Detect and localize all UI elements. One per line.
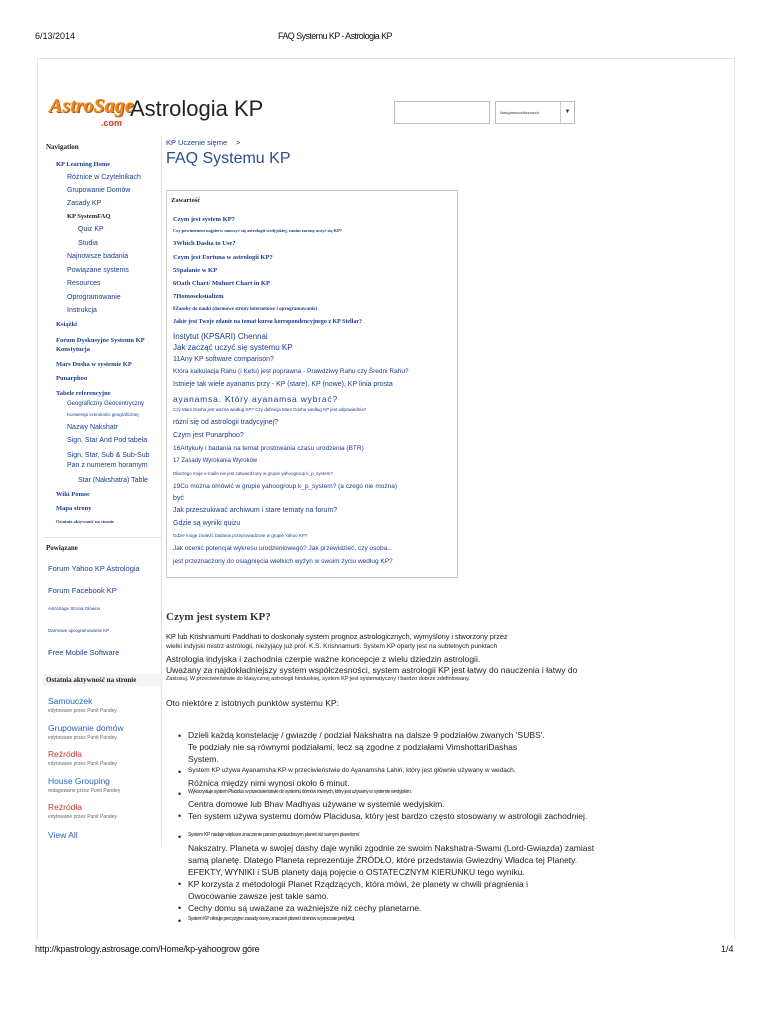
intro-text: KP lub Krishnamurti Paddhati to doskonały system prognoz astrologicznych, wymyślony i stworzony przez [166, 632, 508, 641]
nav-item[interactable]: Zasady KP [67, 200, 102, 207]
intro-text: Uważany za najdokładniejszy system współczesności, system astrologii KP jest łatwy do nauczenia i łatwy do [166, 665, 578, 675]
related-link[interactable]: Free Mobile Software [48, 648, 120, 657]
bullet-text: Różnica między nimi wynosi około 6 minut. [188, 778, 350, 788]
view-all-link[interactable]: View All [48, 830, 78, 840]
bullet-text: System KP używa Ayanamsha KP w przeciwieństwie do Ayanamsha Lahiri, który jest głównie używany w wedach. [188, 767, 516, 774]
bullet-text: System. [188, 754, 219, 764]
related-link[interactable]: Darmowe oprogramowanie KP [48, 628, 110, 633]
toc-link[interactable]: Która kalkulacja Rahu (i Ketu) jest poprawna - Prawdziwy Rahu czy Średni Rahu? [173, 368, 409, 375]
toc-link[interactable]: być [173, 495, 184, 502]
nav-item[interactable]: Tabele referencyjne [56, 390, 111, 397]
nav-item[interactable]: Nazwy Nakshatr [67, 424, 118, 431]
divider [43, 537, 161, 538]
nav-item[interactable]: Najnowsze badania [67, 253, 129, 260]
language-select-value: Nadgarwoczdieirowch [500, 110, 540, 115]
nav-item[interactable]: Punarphoo [56, 375, 88, 382]
intro-text: Astrologia indyjska i zachodnia czerpie ważne koncepcje z wielu dziedzin astrologii. [166, 654, 481, 664]
page-number: 1/4 [721, 944, 734, 954]
toc-link[interactable]: 7Homoseksualizm [173, 293, 224, 300]
activity-meta: edytowane przez Punit Pandey [48, 735, 117, 741]
language-select[interactable] [495, 101, 575, 124]
bullet-text: Centra domowe lub Bhav Madhyas używane w systemie wedyjskim. [188, 799, 445, 809]
astrosage-logo[interactable]: AstroSage [49, 95, 134, 117]
activity-link[interactable]: Samouczek [48, 696, 93, 706]
nav-item[interactable]: Studia [78, 240, 98, 247]
toc-link[interactable]: Czy powinienem najpierw nauczyć się astrologii wedyjskiej, zanim zacznę uczyć się KP? [173, 228, 343, 233]
nav-item[interactable]: Oprogramowanie [67, 294, 121, 301]
activity-meta: edytowane przez Punit Pandey [48, 814, 117, 820]
bullet-text: System KP oferuje precyzyjne zasady oceny znaczeń planet i domów w procesie predykcji. [188, 916, 355, 922]
nav-item[interactable]: Różnice w Czytelnikach [67, 174, 141, 181]
nav-item[interactable]: Książki [56, 321, 77, 328]
activity-link[interactable]: Reźródła [48, 802, 83, 812]
bullet-text: Te podziały nie są równymi podziałami, lecz są zgodne z podziałami VimshottariDashas [188, 742, 518, 752]
bullet-icon: • [178, 731, 182, 741]
activity-link[interactable]: Grupowanie domów [48, 723, 124, 733]
bullet-icon: • [178, 916, 182, 926]
bullet-text: KP korzysta z metodologii Planet Rządzących, która mówi, że planety w chwili pragnienia i [188, 879, 528, 889]
nav-item[interactable]: Mapa strony [56, 505, 92, 512]
toc-link[interactable]: 6Oath Chart/ Muhurt Chart in KP [173, 280, 270, 287]
nav-item[interactable]: Grupowanie Domów [67, 187, 131, 194]
toc-heading: Zawartość [171, 197, 201, 204]
nav-item[interactable]: Geograficzny Geocentryczny [67, 401, 145, 407]
toc-link[interactable]: Dlaczego moje e-maile nie jest zatwierdzony w grupie yahoogroup k_p_system? [173, 471, 333, 476]
toc-link[interactable]: 5Spalanie w KP [173, 267, 218, 274]
nav-item[interactable]: Instrukcja [67, 307, 97, 314]
toc-link[interactable]: Jak ocenić potencjał wykresu urodzeniowego? Jak przewidzieć, czy osoba... [173, 545, 393, 552]
nav-item[interactable]: Powiązane systems [67, 267, 129, 274]
activity-meta: redagowane przez Punit Pandey [48, 788, 121, 794]
bullet-text: EFEKTY, WYNIKI i SUB planety dają pojęcie o OSTATECZNYM KIERUNKU tego wyniku. [188, 867, 525, 877]
toc-link[interactable]: Gdzie są wyniki quizu [173, 520, 241, 527]
related-link[interactable]: Forum Yahoo KP Astrologia [48, 564, 140, 573]
activity-meta: edytowane przez Punit Pandey [48, 708, 117, 714]
nav-item[interactable]: Mars Dosha w systemie KP [56, 361, 132, 368]
bullet-icon: • [178, 789, 182, 799]
activity-heading: Ostatnia aktywność na stronie [43, 674, 163, 686]
nav-item[interactable]: Resources [67, 280, 101, 287]
related-link[interactable]: AstroSage Strona Główna [48, 606, 101, 611]
related-link[interactable]: Forum Facebook KP [48, 586, 117, 595]
nav-item[interactable]: KP Learning Home [56, 161, 111, 168]
bullet-text: Owocowanie zawsze jest takie samo. [188, 891, 329, 901]
toc-link[interactable]: Czym jest system KP? [173, 216, 235, 223]
activity-link[interactable]: Reźródła [48, 749, 83, 759]
nav-item-current[interactable]: KP SystemFAQ [67, 213, 111, 220]
section-heading: Czym jest system KP? [166, 611, 271, 623]
toc-link[interactable]: 3Which Dasha to Use? [173, 240, 236, 247]
bullet-icon: • [178, 879, 182, 889]
toc-link[interactable]: 8Zasoby do nauki (darmowe strony internetowe i oprogramowanie) [173, 307, 318, 312]
toc-link[interactable]: jest przeznaczony do osiągnięcia wielkich wyżyn w swoim życiu według KP? [173, 558, 393, 565]
toc-link[interactable]: 19Co można omówić w grupie yahoogroup k_p_system? (a czego nie można) [173, 483, 398, 490]
bullet-text: Nakszatry. Planeta w swojej dashy daje wyniki zgodnie ze swoim Nakshatra-Swami (Lord-Gwiazda) zamiast [188, 843, 595, 853]
site-title[interactable]: Astrologia KP [130, 96, 264, 121]
nav-item[interactable]: Star (Nakshatra) Table [78, 477, 148, 484]
bullet-icon: • [178, 767, 182, 777]
astrosage-logo-suffix: .com [101, 118, 123, 128]
intro-text: Zastosuj. W przeciwieństwie do klasycznej astrologii hinduskiej, system KP jest systematyczny i bardzo dobrze zdefiniowany. [166, 676, 470, 682]
bullet-icon: • [178, 811, 182, 821]
nav-item[interactable]: Konwersja szerokości geograficznej [67, 412, 139, 417]
breadcrumb-link[interactable]: KP Uczenie sięme [166, 138, 228, 147]
page-title: FAQ Systemu KP [166, 150, 291, 167]
nav-heading: Navigation [46, 143, 79, 151]
nav-item[interactable]: Sign, Star And Pod tabela [67, 437, 148, 444]
toc-link[interactable]: 16Artykuły i badania na temat prostowania czasu urodzenia (BTR) [173, 445, 364, 452]
bullet-text: Cechy domu są uważane za ważniejsze niż cechy planetarne. [188, 903, 422, 913]
toc-link[interactable]: różni się od astrologii tradycyjnej? [173, 419, 279, 426]
print-date: 6/13/2014 [35, 31, 76, 41]
bullet-text: System KP nadaje większe znaczenie panom gwiazdowym planet niż samym planetom/ [188, 832, 360, 838]
toc-link[interactable]: 17 Zasady Wyrokania Wyroków [173, 458, 258, 464]
nav-item[interactable]: Sign, Star, Sub & Sub-Sub Pan z numerem horamym [67, 452, 150, 469]
nav-item[interactable]: Wiki Pomoc [56, 491, 91, 498]
toc-link[interactable]: Instytut (KPSARI) Chennai [173, 332, 268, 341]
toc-link[interactable]: Jakie jest Twoje zdanie na temat kursu korespondencyjnego z KP Stellar? [173, 319, 362, 325]
bullet-icon: • [178, 903, 182, 913]
toc-link[interactable]: 11Any KP software comparison? [173, 356, 274, 363]
bullet-icon: • [178, 832, 182, 842]
footer-url: http://kpastrology.astrosage.com/Home/kp-yahoogrow góre [35, 944, 260, 954]
activity-link[interactable]: House Grouping [48, 776, 110, 786]
bullet-text: Wykorzystuje system Placidus w przeciwieństwie do systemu domów równych, który jest używany w systemie wedyjskim. [188, 789, 412, 795]
bullet-text: Ten system używa systemu domów Placidusa, który jest bardzo często stosowany w astrologii zachodniej. [188, 811, 588, 821]
search-input[interactable] [394, 101, 490, 124]
print-title: FAQ Systemu KP - Astrologia KP [278, 31, 392, 41]
toc-link[interactable]: Jak przeszukiwać archiwum i stare tematy na forum? [173, 507, 338, 514]
points-intro: Oto niektóre z istotnych punktów systemu KP: [166, 698, 339, 708]
breadcrumb-separator: > [236, 138, 241, 147]
toc-link[interactable]: Istnieje tak wiele ayanams przy - KP (stare), KP (nowe), KP linia prosta [173, 381, 393, 388]
toc-link[interactable]: Gdzie mogę znaleźć badania przeprowadzone w grupie Yahoo KP? [173, 533, 308, 538]
nav-item[interactable]: Forum Dyskusyjne Systemu KP Konstytucja [56, 337, 145, 353]
nav-item[interactable]: Quiz KP [78, 226, 104, 233]
related-heading: Powiązane [46, 544, 78, 552]
bullet-text: Dzieli każdą konstelację / gwiazdę / podział Nakshatra na dalsze 9 podziałów zwanych 'SUBS'. [188, 730, 545, 740]
toc-link[interactable]: Jak zacząć uczyć się systemu KP [173, 343, 293, 352]
chevron-down-icon[interactable]: ▼ [560, 102, 574, 123]
intro-text: wielki indyjski mistrz astrologii, nieżyjący już prof. K.S. Krishnamurti. System KP oparty jest na subtelnych punktach [166, 643, 498, 650]
activity-meta: edytowane przez Punit Pandey [48, 761, 117, 767]
toc-link[interactable]: Czym jest Punarphoo? [173, 432, 244, 439]
nav-item[interactable]: Ostatnia aktywność na stronie [56, 519, 115, 524]
toc-link[interactable]: ayanamsa. Który ayanamsa wybrać? [173, 394, 338, 404]
bullet-text: samą planetę. Dlatego Planeta reprezentuje ŹRÓDŁO, które przedstawia Gwiezdny Władca tej Planety. [188, 855, 578, 865]
toc-link[interactable]: Czy Mars Dosha jest ważna według KP? Czy definicja Mars Dosha według KP jest odpowiednia? [173, 407, 367, 412]
toc-link[interactable]: Czym jest Fortuna w astrologii KP? [173, 254, 273, 261]
